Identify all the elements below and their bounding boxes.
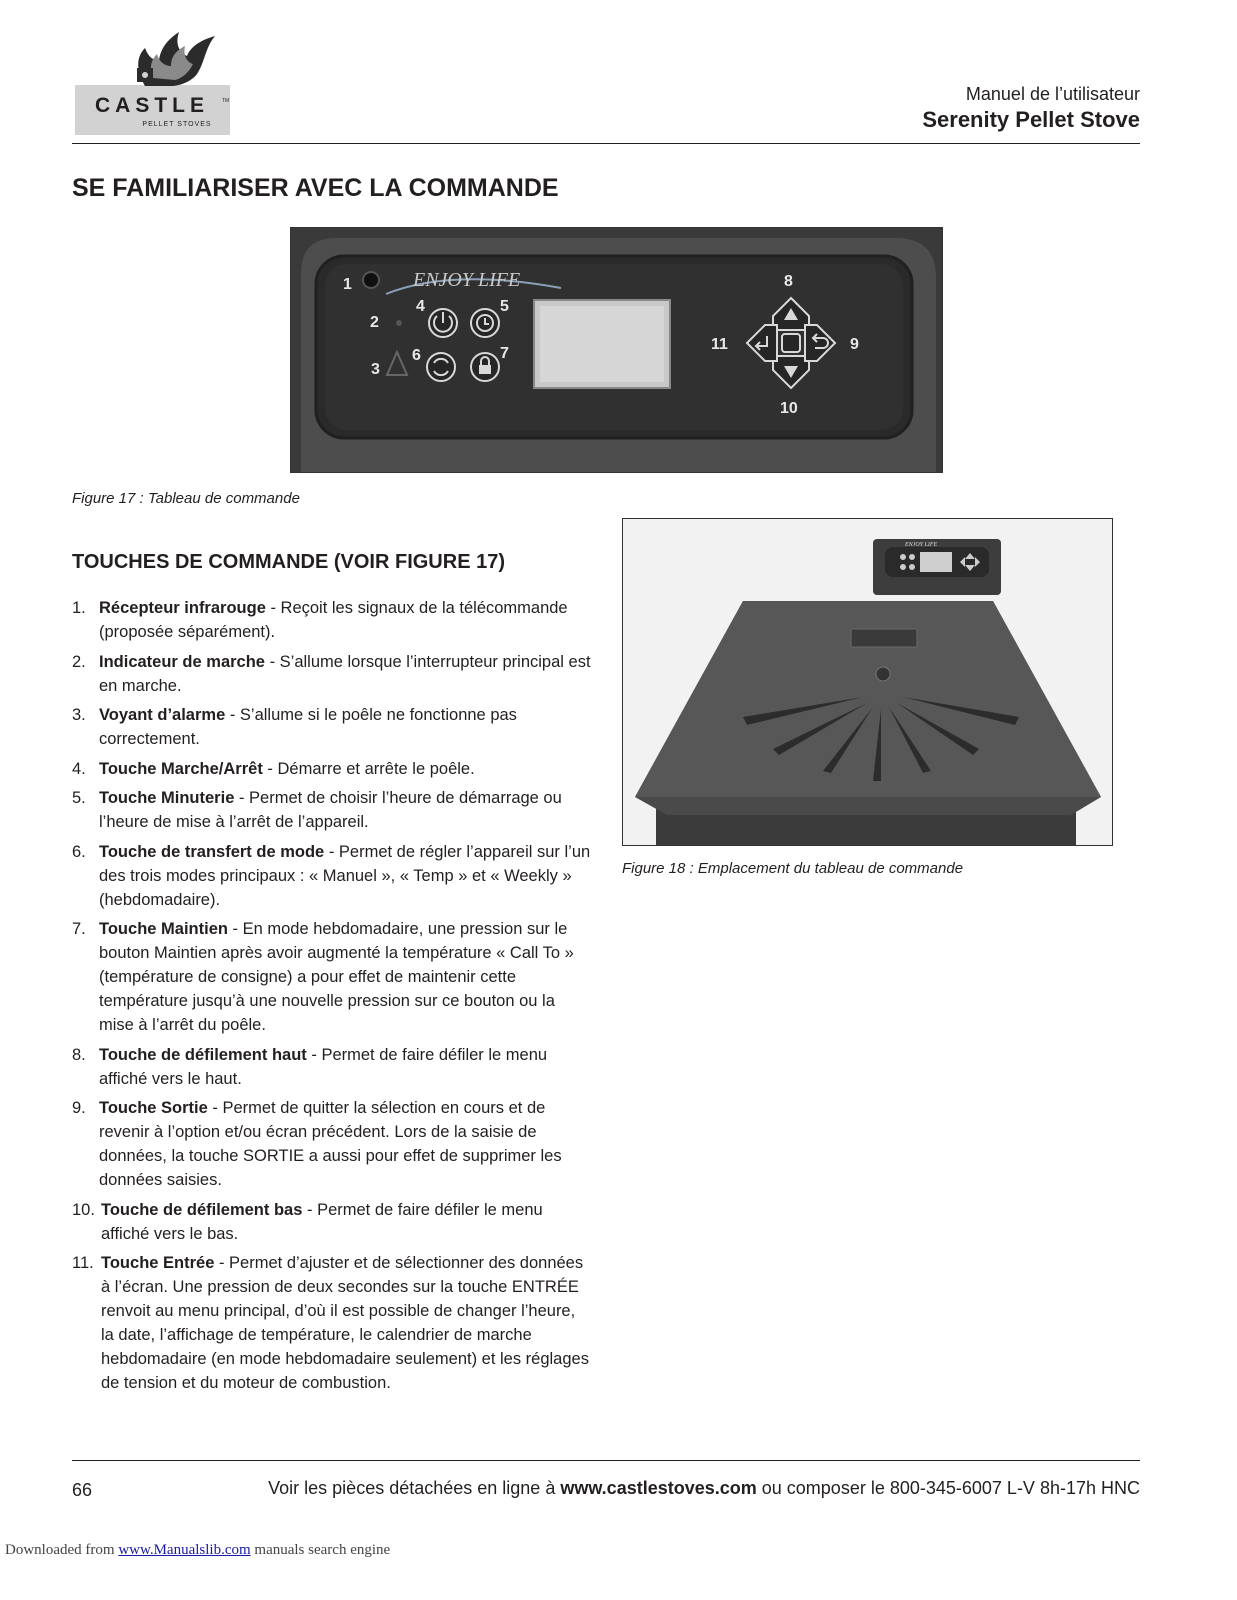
website-link[interactable]: www.castlestoves.com bbox=[560, 1478, 757, 1498]
svg-text:CASTLE: CASTLE bbox=[95, 94, 209, 117]
svg-text:1: 1 bbox=[343, 276, 352, 293]
product-title: Serenity Pellet Stove bbox=[922, 107, 1140, 132]
stove-top-illustration bbox=[623, 519, 1112, 845]
svg-text:10: 10 bbox=[780, 400, 798, 417]
manual-label: Manuel de l’utilisateur bbox=[965, 84, 1140, 104]
footer-contact: Voir les pièces détachées en ligne à www.castlestoves.com ou composer le 800-345-6007 L-V 8h-17h HNC bbox=[268, 1478, 1140, 1498]
list-item: 4. Touche Marche/Arrêt - Démarre et arrête le poêle. bbox=[72, 759, 475, 778]
svg-text:4: 4 bbox=[416, 298, 425, 315]
svg-text:3: 3 bbox=[371, 361, 380, 378]
svg-text:TM: TM bbox=[222, 98, 230, 104]
control-keys-list bbox=[72, 596, 592, 1401]
figure-17-caption: Figure 17 : Tableau de commande bbox=[72, 490, 300, 507]
list-item: 5. Touche Minuterie - Permet de choisir l’heure de démarrage ou l’heure de mise à l’arrêt de l’appareil. bbox=[72, 789, 562, 831]
figure-18-caption: Figure 18 : Emplacement du tableau de commande bbox=[622, 860, 964, 877]
list-item: 10. Touche de défilement bas - Permet de faire défiler le menu affiché vers le bas. bbox=[72, 1200, 543, 1243]
svg-text:2: 2 bbox=[370, 314, 379, 331]
page-number: 66 bbox=[72, 1480, 93, 1500]
svg-text:8: 8 bbox=[784, 273, 793, 290]
castle-logo bbox=[75, 22, 230, 135]
list-item: 2. Indicateur de marche - S’allume lorsque l’interrupteur principal est en marche. bbox=[72, 652, 591, 695]
svg-text:6: 6 bbox=[412, 347, 421, 364]
svg-text:9: 9 bbox=[850, 336, 859, 353]
list-item: 7. Touche Maintien - En mode hebdomadaire, une pression sur le bouton Maintien après avoir augmenté la température « Call To » (température de consigne) a pour effet de maintenir cette température jusqu’à une nouvelle pression sur ce bouton ou la mise à l’arrêt du poêle. bbox=[72, 920, 574, 1034]
svg-text:ENJOY LIFE: ENJOY LIFE bbox=[905, 542, 938, 548]
control-panel-illustration bbox=[291, 228, 942, 472]
list-item: 1. Récepteur infrarouge - Reçoit les signaux de la télécommande (proposée séparément). bbox=[72, 599, 568, 641]
list-item: 8. Touche de défilement haut - Permet de faire défiler le menu affiché vers le haut. bbox=[72, 1045, 548, 1088]
header-divider bbox=[72, 143, 1140, 144]
figure-18-stove-photo bbox=[622, 518, 1113, 846]
svg-text:PELLET STOVES: PELLET STOVES bbox=[142, 121, 212, 128]
list-item: 3. Voyant d’alarme - S’allume si le poêle ne fonctionne pas correctement. bbox=[72, 706, 517, 748]
manualslib-link[interactable]: www.Manualslib.com bbox=[118, 1542, 251, 1558]
section-title: SE FAMILIARISER AVEC LA COMMANDE bbox=[72, 174, 559, 202]
keys-heading: TOUCHES DE COMMANDE (VOIR FIGURE 17) bbox=[72, 551, 505, 573]
footer-divider bbox=[72, 1460, 1140, 1461]
list-item: 9. Touche Sortie - Permet de quitter la sélection en cours et de revenir à l’option et/ou écran précédent. Lors de la saisie de données, la touche SORTIE a aussi pour effet de supprimer les données saisies. bbox=[72, 1099, 562, 1189]
svg-text:7: 7 bbox=[500, 345, 509, 362]
svg-text:5: 5 bbox=[500, 298, 509, 315]
figure-17-control-panel bbox=[290, 227, 943, 473]
list-item: 6. Touche de transfert de mode - Permet de régler l’appareil sur l’un des trois modes principaux : « Manuel », « Temp » et « Weekly » (hebdomadaire). bbox=[72, 842, 591, 909]
svg-text:ENJOY LIFE: ENJOY LIFE bbox=[413, 269, 521, 291]
svg-text:11: 11 bbox=[711, 336, 728, 353]
list-item: 11. Touche Entrée - Permet d’ajuster et de sélectionner des données à l’écran. Une pression de deux secondes sur la touche ENTRÉE renvoit au menu principal, d’où il est possible de changer l’heure, la date, l’affichage de température, le calendrier de marche hebdomadaire (en mode hebdomadaire seulement) et les réglages de tension et du moteur de combustion. bbox=[72, 1254, 589, 1392]
download-note: Downloaded from www.Manualslib.com manuals search engine bbox=[5, 1542, 391, 1558]
